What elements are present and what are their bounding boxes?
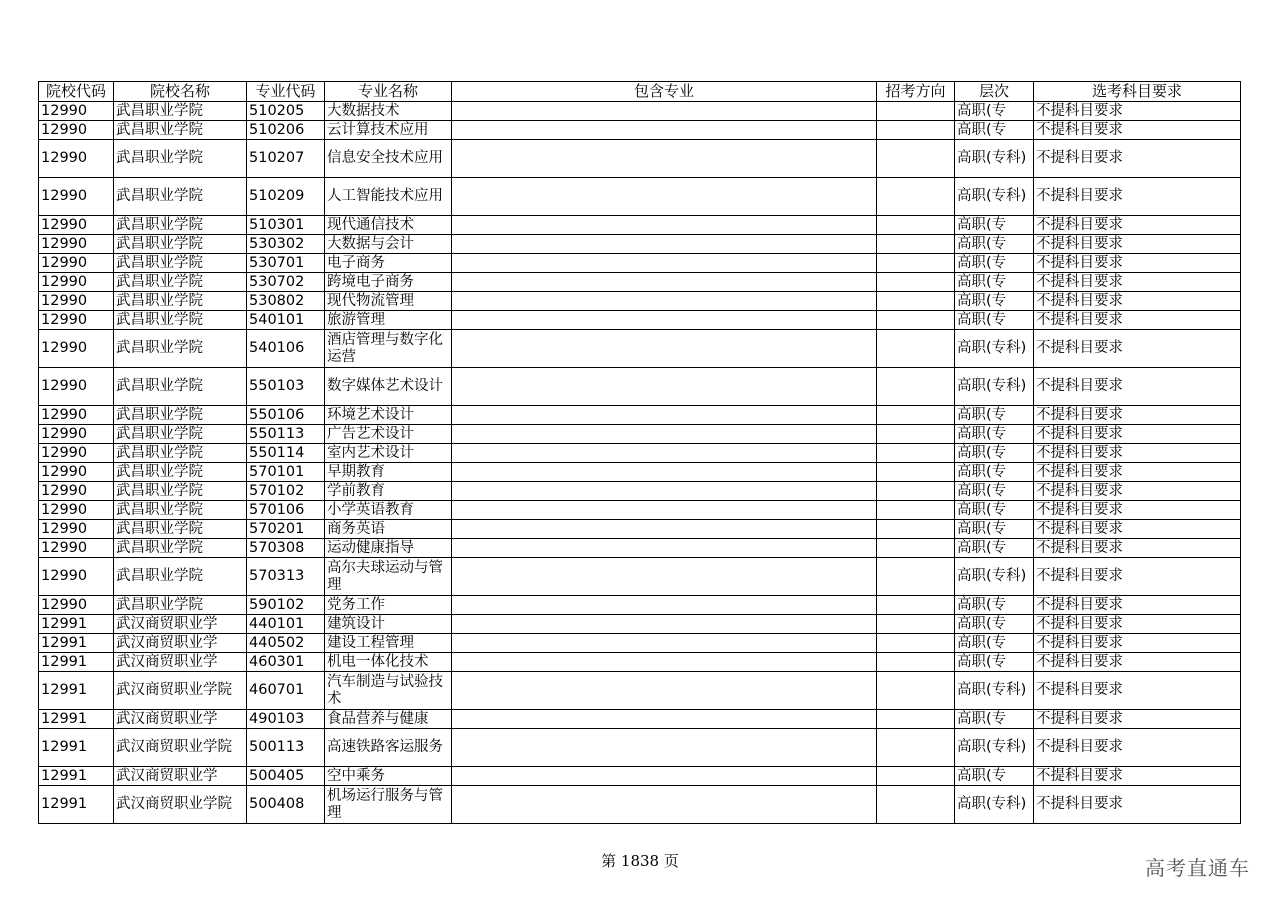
cell-school-code: 12990 bbox=[39, 121, 114, 140]
cell-major-name: 空中乘务 bbox=[325, 767, 452, 786]
cell-school-code: 12991 bbox=[39, 786, 114, 824]
cell-major-code: 570313 bbox=[247, 558, 325, 596]
cell-school-name: 武昌职业学院 bbox=[114, 520, 247, 539]
cell-major-code: 550114 bbox=[247, 444, 325, 463]
cell-subject-requirement: 不提科目要求 bbox=[1034, 235, 1241, 254]
cell-school-code: 12990 bbox=[39, 140, 114, 178]
page-number: 第 1838 页 bbox=[601, 852, 679, 870]
cell-subject-requirement: 不提科目要求 bbox=[1034, 501, 1241, 520]
cell-level: 高职(专 bbox=[955, 653, 1034, 672]
cell-school-code: 12990 bbox=[39, 482, 114, 501]
table-row bbox=[39, 767, 1241, 786]
cell-direction bbox=[877, 482, 955, 501]
cell-subject-requirement: 不提科目要求 bbox=[1034, 444, 1241, 463]
cell-school-code: 12991 bbox=[39, 672, 114, 710]
cell-direction bbox=[877, 102, 955, 121]
cell-subject-requirement: 不提科目要求 bbox=[1034, 710, 1241, 729]
cell-major-code: 530802 bbox=[247, 292, 325, 311]
cell-major-code: 510206 bbox=[247, 121, 325, 140]
cell-school-code: 12991 bbox=[39, 653, 114, 672]
cell-subject-requirement: 不提科目要求 bbox=[1034, 520, 1241, 539]
cell-level: 高职(专科) bbox=[955, 178, 1034, 216]
cell-level: 高职(专 bbox=[955, 444, 1034, 463]
cell-school-code: 12990 bbox=[39, 216, 114, 235]
cell-major-name: 运动健康指导 bbox=[325, 539, 452, 558]
cell-subject-requirement: 不提科目要求 bbox=[1034, 596, 1241, 615]
table-row bbox=[39, 235, 1241, 254]
cell-school-name: 武昌职业学院 bbox=[114, 140, 247, 178]
cell-school-name: 武汉商贸职业学院 bbox=[114, 729, 247, 767]
table-row bbox=[39, 216, 1241, 235]
cell-included-majors bbox=[452, 444, 877, 463]
cell-school-name: 武昌职业学院 bbox=[114, 482, 247, 501]
cell-school-name: 武汉商贸职业学院 bbox=[114, 786, 247, 824]
cell-level: 高职(专科) bbox=[955, 140, 1034, 178]
cell-school-name: 武昌职业学院 bbox=[114, 558, 247, 596]
cell-major-code: 570201 bbox=[247, 520, 325, 539]
table-row bbox=[39, 292, 1241, 311]
table-row bbox=[39, 729, 1241, 767]
cell-direction bbox=[877, 292, 955, 311]
cell-subject-requirement: 不提科目要求 bbox=[1034, 311, 1241, 330]
cell-school-code: 12990 bbox=[39, 235, 114, 254]
header-major-code: 专业代码 bbox=[247, 82, 325, 102]
cell-subject-requirement: 不提科目要求 bbox=[1034, 729, 1241, 767]
cell-school-code: 12991 bbox=[39, 767, 114, 786]
watermark: 高考直通车 bbox=[1145, 856, 1250, 880]
header-major-name: 专业名称 bbox=[325, 82, 452, 102]
cell-major-name: 广告艺术设计 bbox=[325, 425, 452, 444]
cell-major-name: 大数据与会计 bbox=[325, 235, 452, 254]
cell-direction bbox=[877, 615, 955, 634]
cell-included-majors bbox=[452, 672, 877, 710]
cell-level: 高职(专科) bbox=[955, 786, 1034, 824]
cell-school-name: 武汉商贸职业学 bbox=[114, 653, 247, 672]
cell-school-name: 武汉商贸职业学 bbox=[114, 634, 247, 653]
cell-major-code: 490103 bbox=[247, 710, 325, 729]
cell-included-majors bbox=[452, 425, 877, 444]
cell-major-name: 室内艺术设计 bbox=[325, 444, 452, 463]
cell-school-name: 武昌职业学院 bbox=[114, 330, 247, 368]
cell-major-name: 现代通信技术 bbox=[325, 216, 452, 235]
header-row bbox=[39, 82, 1241, 102]
cell-major-name: 云计算技术应用 bbox=[325, 121, 452, 140]
cell-subject-requirement: 不提科目要求 bbox=[1034, 463, 1241, 482]
cell-level: 高职(专 bbox=[955, 539, 1034, 558]
cell-direction bbox=[877, 653, 955, 672]
cell-subject-requirement: 不提科目要求 bbox=[1034, 140, 1241, 178]
cell-direction bbox=[877, 634, 955, 653]
cell-major-code: 550113 bbox=[247, 425, 325, 444]
cell-major-name: 食品营养与健康 bbox=[325, 710, 452, 729]
cell-subject-requirement: 不提科目要求 bbox=[1034, 330, 1241, 368]
cell-major-name: 建筑设计 bbox=[325, 615, 452, 634]
header-subject-requirement: 选考科目要求 bbox=[1034, 82, 1241, 102]
cell-school-name: 武昌职业学院 bbox=[114, 254, 247, 273]
cell-subject-requirement: 不提科目要求 bbox=[1034, 425, 1241, 444]
cell-school-code: 12990 bbox=[39, 501, 114, 520]
cell-major-code: 510205 bbox=[247, 102, 325, 121]
cell-major-name: 现代物流管理 bbox=[325, 292, 452, 311]
cell-direction bbox=[877, 710, 955, 729]
cell-school-code: 12990 bbox=[39, 311, 114, 330]
cell-included-majors bbox=[452, 292, 877, 311]
cell-included-majors bbox=[452, 235, 877, 254]
cell-level: 高职(专 bbox=[955, 482, 1034, 501]
cell-included-majors bbox=[452, 178, 877, 216]
cell-direction bbox=[877, 273, 955, 292]
cell-school-name: 武昌职业学院 bbox=[114, 425, 247, 444]
cell-school-name: 武昌职业学院 bbox=[114, 121, 247, 140]
cell-major-name: 大数据技术 bbox=[325, 102, 452, 121]
cell-school-name: 武昌职业学院 bbox=[114, 463, 247, 482]
admissions-table bbox=[38, 81, 1241, 824]
cell-level: 高职(专 bbox=[955, 273, 1034, 292]
cell-direction bbox=[877, 406, 955, 425]
cell-school-name: 武昌职业学院 bbox=[114, 406, 247, 425]
table-row bbox=[39, 368, 1241, 406]
cell-level: 高职(专科) bbox=[955, 672, 1034, 710]
cell-school-code: 12990 bbox=[39, 330, 114, 368]
cell-major-code: 570308 bbox=[247, 539, 325, 558]
table-row bbox=[39, 786, 1241, 824]
table-row bbox=[39, 539, 1241, 558]
cell-major-name: 数字媒体艺术设计 bbox=[325, 368, 452, 406]
cell-included-majors bbox=[452, 463, 877, 482]
cell-major-name: 酒店管理与数字化运营 bbox=[325, 330, 452, 368]
cell-school-name: 武昌职业学院 bbox=[114, 501, 247, 520]
header-level: 层次 bbox=[955, 82, 1034, 102]
cell-subject-requirement: 不提科目要求 bbox=[1034, 368, 1241, 406]
cell-major-name: 商务英语 bbox=[325, 520, 452, 539]
cell-direction bbox=[877, 463, 955, 482]
cell-major-code: 510207 bbox=[247, 140, 325, 178]
cell-school-code: 12990 bbox=[39, 520, 114, 539]
cell-school-code: 12991 bbox=[39, 634, 114, 653]
cell-included-majors bbox=[452, 767, 877, 786]
table-row bbox=[39, 178, 1241, 216]
cell-school-name: 武昌职业学院 bbox=[114, 596, 247, 615]
cell-subject-requirement: 不提科目要求 bbox=[1034, 178, 1241, 216]
cell-level: 高职(专 bbox=[955, 520, 1034, 539]
cell-included-majors bbox=[452, 406, 877, 425]
table-row bbox=[39, 615, 1241, 634]
cell-major-code: 550106 bbox=[247, 406, 325, 425]
cell-direction bbox=[877, 520, 955, 539]
cell-school-code: 12990 bbox=[39, 368, 114, 406]
cell-direction bbox=[877, 444, 955, 463]
cell-school-name: 武昌职业学院 bbox=[114, 102, 247, 121]
cell-direction bbox=[877, 311, 955, 330]
cell-level: 高职(专 bbox=[955, 463, 1034, 482]
cell-level: 高职(专 bbox=[955, 596, 1034, 615]
cell-direction bbox=[877, 368, 955, 406]
table-row bbox=[39, 330, 1241, 368]
cell-major-name: 学前教育 bbox=[325, 482, 452, 501]
cell-level: 高职(专 bbox=[955, 615, 1034, 634]
cell-major-code: 500113 bbox=[247, 729, 325, 767]
table-row bbox=[39, 425, 1241, 444]
cell-major-name: 高尔夫球运动与管理 bbox=[325, 558, 452, 596]
cell-included-majors bbox=[452, 539, 877, 558]
cell-major-code: 510209 bbox=[247, 178, 325, 216]
cell-major-code: 460301 bbox=[247, 653, 325, 672]
cell-major-name: 机电一体化技术 bbox=[325, 653, 452, 672]
cell-major-name: 人工智能技术应用 bbox=[325, 178, 452, 216]
table-row bbox=[39, 558, 1241, 596]
cell-level: 高职(专 bbox=[955, 634, 1034, 653]
table-row bbox=[39, 653, 1241, 672]
cell-school-name: 武昌职业学院 bbox=[114, 178, 247, 216]
cell-school-code: 12990 bbox=[39, 425, 114, 444]
cell-direction bbox=[877, 254, 955, 273]
cell-included-majors bbox=[452, 254, 877, 273]
table-row bbox=[39, 311, 1241, 330]
table-row bbox=[39, 672, 1241, 710]
table-row bbox=[39, 634, 1241, 653]
cell-school-code: 12990 bbox=[39, 463, 114, 482]
cell-school-code: 12990 bbox=[39, 558, 114, 596]
cell-major-name: 汽车制造与试验技术 bbox=[325, 672, 452, 710]
cell-major-code: 510301 bbox=[247, 216, 325, 235]
cell-included-majors bbox=[452, 121, 877, 140]
cell-subject-requirement: 不提科目要求 bbox=[1034, 292, 1241, 311]
cell-major-code: 550103 bbox=[247, 368, 325, 406]
table-row bbox=[39, 121, 1241, 140]
cell-major-code: 530302 bbox=[247, 235, 325, 254]
cell-direction bbox=[877, 786, 955, 824]
cell-subject-requirement: 不提科目要求 bbox=[1034, 672, 1241, 710]
cell-school-name: 武汉商贸职业学 bbox=[114, 710, 247, 729]
cell-school-code: 12990 bbox=[39, 254, 114, 273]
cell-subject-requirement: 不提科目要求 bbox=[1034, 634, 1241, 653]
table-row bbox=[39, 463, 1241, 482]
cell-level: 高职(专 bbox=[955, 235, 1034, 254]
header-school-code: 院校代码 bbox=[39, 82, 114, 102]
cell-direction bbox=[877, 729, 955, 767]
cell-school-code: 12990 bbox=[39, 292, 114, 311]
cell-major-name: 环境艺术设计 bbox=[325, 406, 452, 425]
cell-major-code: 440502 bbox=[247, 634, 325, 653]
cell-level: 高职(专 bbox=[955, 425, 1034, 444]
cell-level: 高职(专 bbox=[955, 767, 1034, 786]
cell-major-code: 570102 bbox=[247, 482, 325, 501]
cell-school-name: 武昌职业学院 bbox=[114, 444, 247, 463]
header-direction: 招考方向 bbox=[877, 82, 955, 102]
cell-included-majors bbox=[452, 140, 877, 178]
cell-subject-requirement: 不提科目要求 bbox=[1034, 273, 1241, 292]
cell-level: 高职(专 bbox=[955, 216, 1034, 235]
cell-subject-requirement: 不提科目要求 bbox=[1034, 121, 1241, 140]
cell-direction bbox=[877, 501, 955, 520]
cell-major-name: 小学英语教育 bbox=[325, 501, 452, 520]
cell-school-code: 12991 bbox=[39, 615, 114, 634]
cell-major-code: 540101 bbox=[247, 311, 325, 330]
cell-school-code: 12991 bbox=[39, 710, 114, 729]
cell-included-majors bbox=[452, 216, 877, 235]
cell-school-name: 武昌职业学院 bbox=[114, 292, 247, 311]
cell-subject-requirement: 不提科目要求 bbox=[1034, 216, 1241, 235]
cell-direction bbox=[877, 672, 955, 710]
cell-included-majors bbox=[452, 368, 877, 406]
table-row bbox=[39, 102, 1241, 121]
cell-school-name: 武昌职业学院 bbox=[114, 311, 247, 330]
cell-included-majors bbox=[452, 634, 877, 653]
cell-subject-requirement: 不提科目要求 bbox=[1034, 767, 1241, 786]
cell-major-name: 高速铁路客运服务 bbox=[325, 729, 452, 767]
cell-major-code: 530701 bbox=[247, 254, 325, 273]
table-row bbox=[39, 710, 1241, 729]
cell-direction bbox=[877, 121, 955, 140]
cell-included-majors bbox=[452, 596, 877, 615]
cell-level: 高职(专 bbox=[955, 102, 1034, 121]
cell-included-majors bbox=[452, 786, 877, 824]
cell-subject-requirement: 不提科目要求 bbox=[1034, 102, 1241, 121]
cell-level: 高职(专 bbox=[955, 501, 1034, 520]
cell-major-code: 540106 bbox=[247, 330, 325, 368]
cell-level: 高职(专科) bbox=[955, 558, 1034, 596]
cell-included-majors bbox=[452, 558, 877, 596]
table-row bbox=[39, 596, 1241, 615]
cell-major-name: 跨境电子商务 bbox=[325, 273, 452, 292]
cell-level: 高职(专科) bbox=[955, 368, 1034, 406]
cell-major-code: 570106 bbox=[247, 501, 325, 520]
table-row bbox=[39, 406, 1241, 425]
cell-subject-requirement: 不提科目要求 bbox=[1034, 539, 1241, 558]
cell-direction bbox=[877, 235, 955, 254]
cell-direction bbox=[877, 216, 955, 235]
cell-level: 高职(专科) bbox=[955, 330, 1034, 368]
cell-major-name: 早期教育 bbox=[325, 463, 452, 482]
cell-major-code: 460701 bbox=[247, 672, 325, 710]
cell-level: 高职(专 bbox=[955, 254, 1034, 273]
cell-school-name: 武汉商贸职业学院 bbox=[114, 672, 247, 710]
cell-included-majors bbox=[452, 273, 877, 292]
cell-included-majors bbox=[452, 501, 877, 520]
cell-school-code: 12990 bbox=[39, 406, 114, 425]
cell-subject-requirement: 不提科目要求 bbox=[1034, 786, 1241, 824]
cell-major-name: 党务工作 bbox=[325, 596, 452, 615]
cell-major-name: 建设工程管理 bbox=[325, 634, 452, 653]
cell-direction bbox=[877, 178, 955, 216]
cell-major-name: 电子商务 bbox=[325, 254, 452, 273]
cell-level: 高职(专 bbox=[955, 406, 1034, 425]
cell-level: 高职(专 bbox=[955, 311, 1034, 330]
cell-school-name: 武汉商贸职业学 bbox=[114, 767, 247, 786]
cell-school-name: 武汉商贸职业学 bbox=[114, 615, 247, 634]
cell-subject-requirement: 不提科目要求 bbox=[1034, 615, 1241, 634]
cell-direction bbox=[877, 596, 955, 615]
cell-subject-requirement: 不提科目要求 bbox=[1034, 482, 1241, 501]
table-row bbox=[39, 273, 1241, 292]
cell-included-majors bbox=[452, 615, 877, 634]
cell-level: 高职(专 bbox=[955, 710, 1034, 729]
cell-level: 高职(专科) bbox=[955, 729, 1034, 767]
table-row bbox=[39, 501, 1241, 520]
cell-direction bbox=[877, 539, 955, 558]
cell-school-name: 武昌职业学院 bbox=[114, 368, 247, 406]
cell-included-majors bbox=[452, 653, 877, 672]
cell-major-code: 440101 bbox=[247, 615, 325, 634]
cell-direction bbox=[877, 330, 955, 368]
cell-school-code: 12990 bbox=[39, 539, 114, 558]
cell-school-name: 武昌职业学院 bbox=[114, 273, 247, 292]
cell-major-code: 500408 bbox=[247, 786, 325, 824]
cell-major-code: 500405 bbox=[247, 767, 325, 786]
cell-school-code: 12990 bbox=[39, 444, 114, 463]
cell-school-name: 武昌职业学院 bbox=[114, 539, 247, 558]
cell-included-majors bbox=[452, 729, 877, 767]
cell-school-name: 武昌职业学院 bbox=[114, 235, 247, 254]
table-row bbox=[39, 140, 1241, 178]
cell-major-name: 信息安全技术应用 bbox=[325, 140, 452, 178]
cell-major-name: 机场运行服务与管理 bbox=[325, 786, 452, 824]
cell-direction bbox=[877, 558, 955, 596]
table-row bbox=[39, 254, 1241, 273]
cell-included-majors bbox=[452, 102, 877, 121]
header-school-name: 院校名称 bbox=[114, 82, 247, 102]
table-row bbox=[39, 520, 1241, 539]
cell-included-majors bbox=[452, 520, 877, 539]
cell-direction bbox=[877, 767, 955, 786]
cell-included-majors bbox=[452, 330, 877, 368]
cell-major-code: 530702 bbox=[247, 273, 325, 292]
cell-subject-requirement: 不提科目要求 bbox=[1034, 406, 1241, 425]
cell-included-majors bbox=[452, 311, 877, 330]
cell-level: 高职(专 bbox=[955, 292, 1034, 311]
cell-subject-requirement: 不提科目要求 bbox=[1034, 558, 1241, 596]
cell-school-name: 武昌职业学院 bbox=[114, 216, 247, 235]
cell-subject-requirement: 不提科目要求 bbox=[1034, 653, 1241, 672]
cell-school-code: 12990 bbox=[39, 178, 114, 216]
cell-subject-requirement: 不提科目要求 bbox=[1034, 254, 1241, 273]
table-row bbox=[39, 482, 1241, 501]
cell-included-majors bbox=[452, 482, 877, 501]
cell-direction bbox=[877, 425, 955, 444]
cell-school-code: 12990 bbox=[39, 102, 114, 121]
header-included-majors: 包含专业 bbox=[452, 82, 877, 102]
cell-school-code: 12990 bbox=[39, 596, 114, 615]
cell-school-code: 12991 bbox=[39, 729, 114, 767]
cell-major-name: 旅游管理 bbox=[325, 311, 452, 330]
cell-included-majors bbox=[452, 710, 877, 729]
cell-level: 高职(专 bbox=[955, 121, 1034, 140]
cell-direction bbox=[877, 140, 955, 178]
cell-school-code: 12990 bbox=[39, 273, 114, 292]
table-row bbox=[39, 444, 1241, 463]
cell-major-code: 590102 bbox=[247, 596, 325, 615]
cell-major-code: 570101 bbox=[247, 463, 325, 482]
